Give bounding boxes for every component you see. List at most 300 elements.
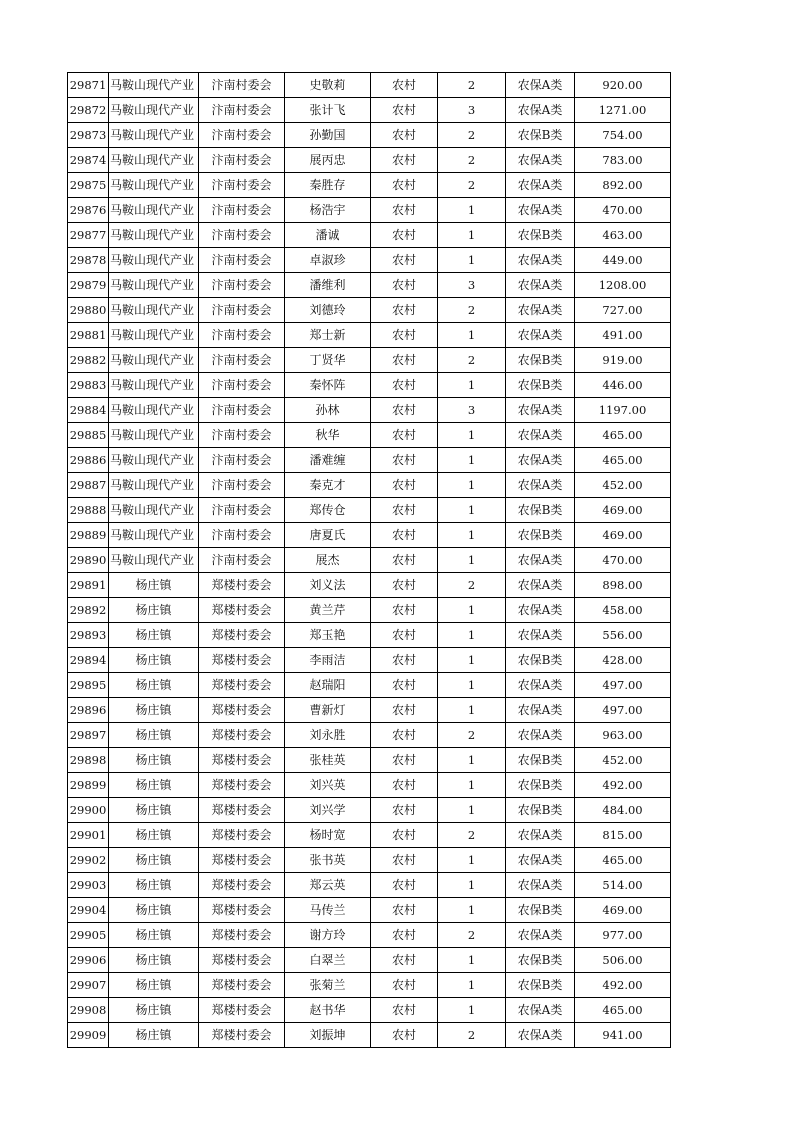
cell-row-id: 29899 [68,773,109,798]
cell-village: 汴南村委会 [199,448,285,473]
cell-amount: 754.00 [575,123,671,148]
cell-name: 郑士新 [285,323,371,348]
cell-name: 刘德玲 [285,298,371,323]
cell-amount: 892.00 [575,173,671,198]
cell-row-id: 29902 [68,848,109,873]
cell-name: 刘义法 [285,573,371,598]
cell-name: 郑云英 [285,873,371,898]
table-row [68,873,671,898]
cell-household-type: 农村 [371,473,438,498]
cell-insurance-class: 农保A类 [506,248,575,273]
cell-member-count: 1 [438,898,506,923]
cell-amount: 470.00 [575,198,671,223]
cell-row-id: 29893 [68,623,109,648]
table-row [68,648,671,673]
records-table [67,72,671,1048]
cell-household-type: 农村 [371,73,438,98]
cell-household-type: 农村 [371,623,438,648]
cell-town: 杨庄镇 [109,598,199,623]
cell-insurance-class: 农保A类 [506,323,575,348]
table-row [68,673,671,698]
cell-insurance-class: 农保A类 [506,698,575,723]
cell-amount: 446.00 [575,373,671,398]
cell-insurance-class: 农保A类 [506,423,575,448]
cell-household-type: 农村 [371,198,438,223]
cell-amount: 920.00 [575,73,671,98]
cell-amount: 491.00 [575,323,671,348]
cell-name: 杨时宽 [285,823,371,848]
cell-row-id: 29881 [68,323,109,348]
cell-member-count: 1 [438,773,506,798]
cell-member-count: 1 [438,848,506,873]
cell-name: 孙林 [285,398,371,423]
cell-row-id: 29871 [68,73,109,98]
cell-member-count: 1 [438,373,506,398]
cell-household-type: 农村 [371,298,438,323]
cell-amount: 1271.00 [575,98,671,123]
cell-amount: 465.00 [575,998,671,1023]
cell-town: 杨庄镇 [109,998,199,1023]
cell-insurance-class: 农保A类 [506,823,575,848]
cell-row-id: 29875 [68,173,109,198]
cell-insurance-class: 农保A类 [506,73,575,98]
cell-village: 郑楼村委会 [199,723,285,748]
table-body [68,73,671,1048]
cell-row-id: 29894 [68,648,109,673]
cell-amount: 963.00 [575,723,671,748]
cell-insurance-class: 农保A类 [506,573,575,598]
cell-row-id: 29877 [68,223,109,248]
cell-household-type: 农村 [371,348,438,373]
cell-row-id: 29884 [68,398,109,423]
cell-row-id: 29901 [68,823,109,848]
cell-insurance-class: 农保A类 [506,473,575,498]
cell-amount: 1197.00 [575,398,671,423]
cell-town: 马鞍山现代产业 [109,298,199,323]
cell-village: 汴南村委会 [199,273,285,298]
cell-row-id: 29872 [68,98,109,123]
cell-row-id: 29887 [68,473,109,498]
cell-town: 马鞍山现代产业 [109,73,199,98]
cell-village: 郑楼村委会 [199,873,285,898]
cell-member-count: 2 [438,123,506,148]
cell-amount: 941.00 [575,1023,671,1048]
cell-member-count: 1 [438,223,506,248]
cell-name: 赵书华 [285,998,371,1023]
cell-insurance-class: 农保A类 [506,148,575,173]
cell-row-id: 29900 [68,798,109,823]
cell-insurance-class: 农保A类 [506,98,575,123]
cell-household-type: 农村 [371,773,438,798]
cell-town: 马鞍山现代产业 [109,348,199,373]
table-row [68,1023,671,1048]
cell-household-type: 农村 [371,498,438,523]
cell-name: 郑传仓 [285,498,371,523]
cell-household-type: 农村 [371,123,438,148]
cell-member-count: 1 [438,323,506,348]
cell-row-id: 29895 [68,673,109,698]
cell-village: 汴南村委会 [199,73,285,98]
cell-amount: 465.00 [575,423,671,448]
cell-amount: 783.00 [575,148,671,173]
cell-town: 杨庄镇 [109,573,199,598]
cell-name: 秦胜存 [285,173,371,198]
cell-member-count: 1 [438,698,506,723]
table-row [68,773,671,798]
cell-town: 杨庄镇 [109,923,199,948]
cell-name: 白翠兰 [285,948,371,973]
cell-row-id: 29905 [68,923,109,948]
cell-town: 马鞍山现代产业 [109,273,199,298]
cell-name: 史敬莉 [285,73,371,98]
table-row [68,598,671,623]
cell-town: 杨庄镇 [109,898,199,923]
table-row [68,398,671,423]
table-row [68,348,671,373]
cell-amount: 469.00 [575,523,671,548]
cell-village: 汴南村委会 [199,198,285,223]
cell-village: 汴南村委会 [199,123,285,148]
table-row [68,898,671,923]
cell-household-type: 农村 [371,798,438,823]
cell-member-count: 2 [438,923,506,948]
cell-household-type: 农村 [371,823,438,848]
cell-insurance-class: 农保B类 [506,223,575,248]
cell-insurance-class: 农保B类 [506,898,575,923]
cell-row-id: 29873 [68,123,109,148]
cell-row-id: 29883 [68,373,109,398]
cell-amount: 469.00 [575,898,671,923]
cell-insurance-class: 农保A类 [506,198,575,223]
cell-amount: 898.00 [575,573,671,598]
table-row [68,548,671,573]
cell-village: 郑楼村委会 [199,973,285,998]
table-row [68,948,671,973]
cell-member-count: 3 [438,273,506,298]
cell-insurance-class: 农保A类 [506,448,575,473]
cell-village: 郑楼村委会 [199,598,285,623]
table-row [68,848,671,873]
cell-name: 展丙忠 [285,148,371,173]
cell-village: 郑楼村委会 [199,798,285,823]
cell-village: 郑楼村委会 [199,848,285,873]
cell-village: 郑楼村委会 [199,898,285,923]
cell-household-type: 农村 [371,173,438,198]
cell-village: 汴南村委会 [199,223,285,248]
cell-name: 潘维利 [285,273,371,298]
cell-household-type: 农村 [371,873,438,898]
table-row [68,573,671,598]
cell-member-count: 1 [438,648,506,673]
cell-insurance-class: 农保A类 [506,873,575,898]
cell-insurance-class: 农保A类 [506,598,575,623]
cell-amount: 497.00 [575,673,671,698]
table-row [68,798,671,823]
cell-town: 马鞍山现代产业 [109,548,199,573]
cell-name: 潘诚 [285,223,371,248]
cell-insurance-class: 农保A类 [506,998,575,1023]
cell-village: 郑楼村委会 [199,573,285,598]
cell-amount: 465.00 [575,448,671,473]
cell-village: 郑楼村委会 [199,748,285,773]
cell-amount: 492.00 [575,773,671,798]
cell-village: 郑楼村委会 [199,698,285,723]
cell-member-count: 2 [438,148,506,173]
cell-town: 马鞍山现代产业 [109,323,199,348]
cell-household-type: 农村 [371,673,438,698]
cell-household-type: 农村 [371,248,438,273]
cell-household-type: 农村 [371,948,438,973]
cell-insurance-class: 农保A类 [506,623,575,648]
cell-town: 杨庄镇 [109,648,199,673]
cell-town: 马鞍山现代产业 [109,248,199,273]
cell-row-id: 29904 [68,898,109,923]
cell-village: 郑楼村委会 [199,773,285,798]
cell-village: 郑楼村委会 [199,923,285,948]
cell-village: 郑楼村委会 [199,673,285,698]
table-row [68,823,671,848]
cell-amount: 463.00 [575,223,671,248]
cell-member-count: 3 [438,98,506,123]
cell-insurance-class: 农保B类 [506,348,575,373]
cell-member-count: 1 [438,673,506,698]
cell-member-count: 1 [438,948,506,973]
cell-name: 谢方玲 [285,923,371,948]
cell-amount: 449.00 [575,248,671,273]
cell-insurance-class: 农保A类 [506,1023,575,1048]
table-row [68,148,671,173]
cell-name: 赵瑞阳 [285,673,371,698]
cell-village: 汴南村委会 [199,348,285,373]
table-row [68,523,671,548]
cell-insurance-class: 农保B类 [506,948,575,973]
cell-town: 马鞍山现代产业 [109,98,199,123]
cell-name: 马传兰 [285,898,371,923]
cell-row-id: 29880 [68,298,109,323]
cell-row-id: 29907 [68,973,109,998]
cell-amount: 727.00 [575,298,671,323]
cell-row-id: 29897 [68,723,109,748]
cell-row-id: 29908 [68,998,109,1023]
cell-name: 黄兰芹 [285,598,371,623]
cell-town: 马鞍山现代产业 [109,373,199,398]
cell-town: 马鞍山现代产业 [109,173,199,198]
cell-household-type: 农村 [371,973,438,998]
cell-insurance-class: 农保B类 [506,498,575,523]
cell-town: 马鞍山现代产业 [109,223,199,248]
cell-town: 马鞍山现代产业 [109,423,199,448]
table-row [68,73,671,98]
cell-member-count: 1 [438,973,506,998]
cell-name: 刘永胜 [285,723,371,748]
cell-town: 杨庄镇 [109,673,199,698]
cell-name: 张书英 [285,848,371,873]
cell-amount: 484.00 [575,798,671,823]
cell-name: 郑玉艳 [285,623,371,648]
cell-insurance-class: 农保B类 [506,523,575,548]
cell-insurance-class: 农保A类 [506,723,575,748]
cell-household-type: 农村 [371,923,438,948]
cell-town: 杨庄镇 [109,723,199,748]
cell-amount: 469.00 [575,498,671,523]
cell-insurance-class: 农保A类 [506,923,575,948]
cell-town: 杨庄镇 [109,873,199,898]
cell-member-count: 2 [438,348,506,373]
table-row [68,448,671,473]
cell-member-count: 2 [438,823,506,848]
cell-household-type: 农村 [371,598,438,623]
cell-member-count: 2 [438,298,506,323]
cell-row-id: 29903 [68,873,109,898]
cell-row-id: 29890 [68,548,109,573]
table-row [68,973,671,998]
cell-amount: 1208.00 [575,273,671,298]
table-row [68,98,671,123]
cell-member-count: 1 [438,548,506,573]
cell-insurance-class: 农保B类 [506,773,575,798]
cell-town: 杨庄镇 [109,773,199,798]
table-row [68,123,671,148]
cell-village: 汴南村委会 [199,523,285,548]
cell-household-type: 农村 [371,98,438,123]
cell-village: 汴南村委会 [199,548,285,573]
cell-village: 郑楼村委会 [199,823,285,848]
cell-row-id: 29874 [68,148,109,173]
cell-row-id: 29888 [68,498,109,523]
cell-household-type: 农村 [371,323,438,348]
cell-village: 汴南村委会 [199,298,285,323]
cell-row-id: 29906 [68,948,109,973]
table-row [68,173,671,198]
cell-amount: 919.00 [575,348,671,373]
cell-amount: 977.00 [575,923,671,948]
cell-village: 郑楼村委会 [199,948,285,973]
cell-member-count: 2 [438,573,506,598]
table-row [68,373,671,398]
cell-household-type: 农村 [371,848,438,873]
cell-household-type: 农村 [371,998,438,1023]
cell-town: 马鞍山现代产业 [109,398,199,423]
cell-member-count: 1 [438,498,506,523]
cell-name: 秦克才 [285,473,371,498]
cell-row-id: 29891 [68,573,109,598]
cell-amount: 465.00 [575,848,671,873]
cell-town: 马鞍山现代产业 [109,148,199,173]
table-row [68,923,671,948]
cell-town: 马鞍山现代产业 [109,473,199,498]
cell-member-count: 1 [438,473,506,498]
cell-household-type: 农村 [371,1023,438,1048]
cell-name: 杨浩宇 [285,198,371,223]
cell-village: 汴南村委会 [199,148,285,173]
cell-town: 杨庄镇 [109,973,199,998]
cell-town: 杨庄镇 [109,948,199,973]
cell-village: 郑楼村委会 [199,998,285,1023]
cell-town: 马鞍山现代产业 [109,448,199,473]
cell-row-id: 29885 [68,423,109,448]
cell-household-type: 农村 [371,748,438,773]
cell-member-count: 2 [438,73,506,98]
cell-household-type: 农村 [371,723,438,748]
cell-row-id: 29909 [68,1023,109,1048]
cell-insurance-class: 农保A类 [506,548,575,573]
cell-household-type: 农村 [371,448,438,473]
cell-name: 曹新灯 [285,698,371,723]
cell-village: 汴南村委会 [199,173,285,198]
cell-village: 汴南村委会 [199,473,285,498]
cell-household-type: 农村 [371,223,438,248]
cell-name: 张计飞 [285,98,371,123]
table-row [68,698,671,723]
cell-insurance-class: 农保A类 [506,673,575,698]
cell-amount: 497.00 [575,698,671,723]
cell-town: 马鞍山现代产业 [109,498,199,523]
cell-member-count: 1 [438,998,506,1023]
cell-insurance-class: 农保B类 [506,373,575,398]
cell-insurance-class: 农保A类 [506,298,575,323]
cell-member-count: 1 [438,248,506,273]
cell-row-id: 29889 [68,523,109,548]
cell-member-count: 1 [438,523,506,548]
cell-name: 丁贤华 [285,348,371,373]
table-row [68,323,671,348]
cell-member-count: 2 [438,1023,506,1048]
cell-name: 张桂英 [285,748,371,773]
cell-name: 卓淑珍 [285,248,371,273]
cell-town: 杨庄镇 [109,1023,199,1048]
cell-member-count: 1 [438,798,506,823]
cell-name: 刘兴英 [285,773,371,798]
table-row [68,273,671,298]
cell-village: 汴南村委会 [199,323,285,348]
cell-village: 汴南村委会 [199,498,285,523]
cell-household-type: 农村 [371,148,438,173]
cell-amount: 458.00 [575,598,671,623]
cell-amount: 514.00 [575,873,671,898]
table-row [68,198,671,223]
cell-town: 马鞍山现代产业 [109,123,199,148]
cell-member-count: 1 [438,423,506,448]
cell-town: 马鞍山现代产业 [109,198,199,223]
cell-member-count: 1 [438,623,506,648]
cell-village: 汴南村委会 [199,98,285,123]
cell-amount: 452.00 [575,473,671,498]
cell-town: 杨庄镇 [109,848,199,873]
cell-name: 刘兴学 [285,798,371,823]
cell-insurance-class: 农保B类 [506,648,575,673]
table-row [68,248,671,273]
cell-name: 张菊兰 [285,973,371,998]
cell-row-id: 29898 [68,748,109,773]
cell-household-type: 农村 [371,898,438,923]
cell-amount: 492.00 [575,973,671,998]
cell-village: 汴南村委会 [199,398,285,423]
cell-name: 李雨洁 [285,648,371,673]
cell-insurance-class: 农保B类 [506,973,575,998]
cell-insurance-class: 农保A类 [506,398,575,423]
cell-member-count: 1 [438,873,506,898]
cell-amount: 452.00 [575,748,671,773]
cell-name: 展杰 [285,548,371,573]
cell-village: 郑楼村委会 [199,648,285,673]
table-row [68,723,671,748]
cell-insurance-class: 农保B类 [506,123,575,148]
cell-household-type: 农村 [371,423,438,448]
cell-household-type: 农村 [371,573,438,598]
cell-household-type: 农村 [371,698,438,723]
cell-row-id: 29886 [68,448,109,473]
cell-row-id: 29882 [68,348,109,373]
